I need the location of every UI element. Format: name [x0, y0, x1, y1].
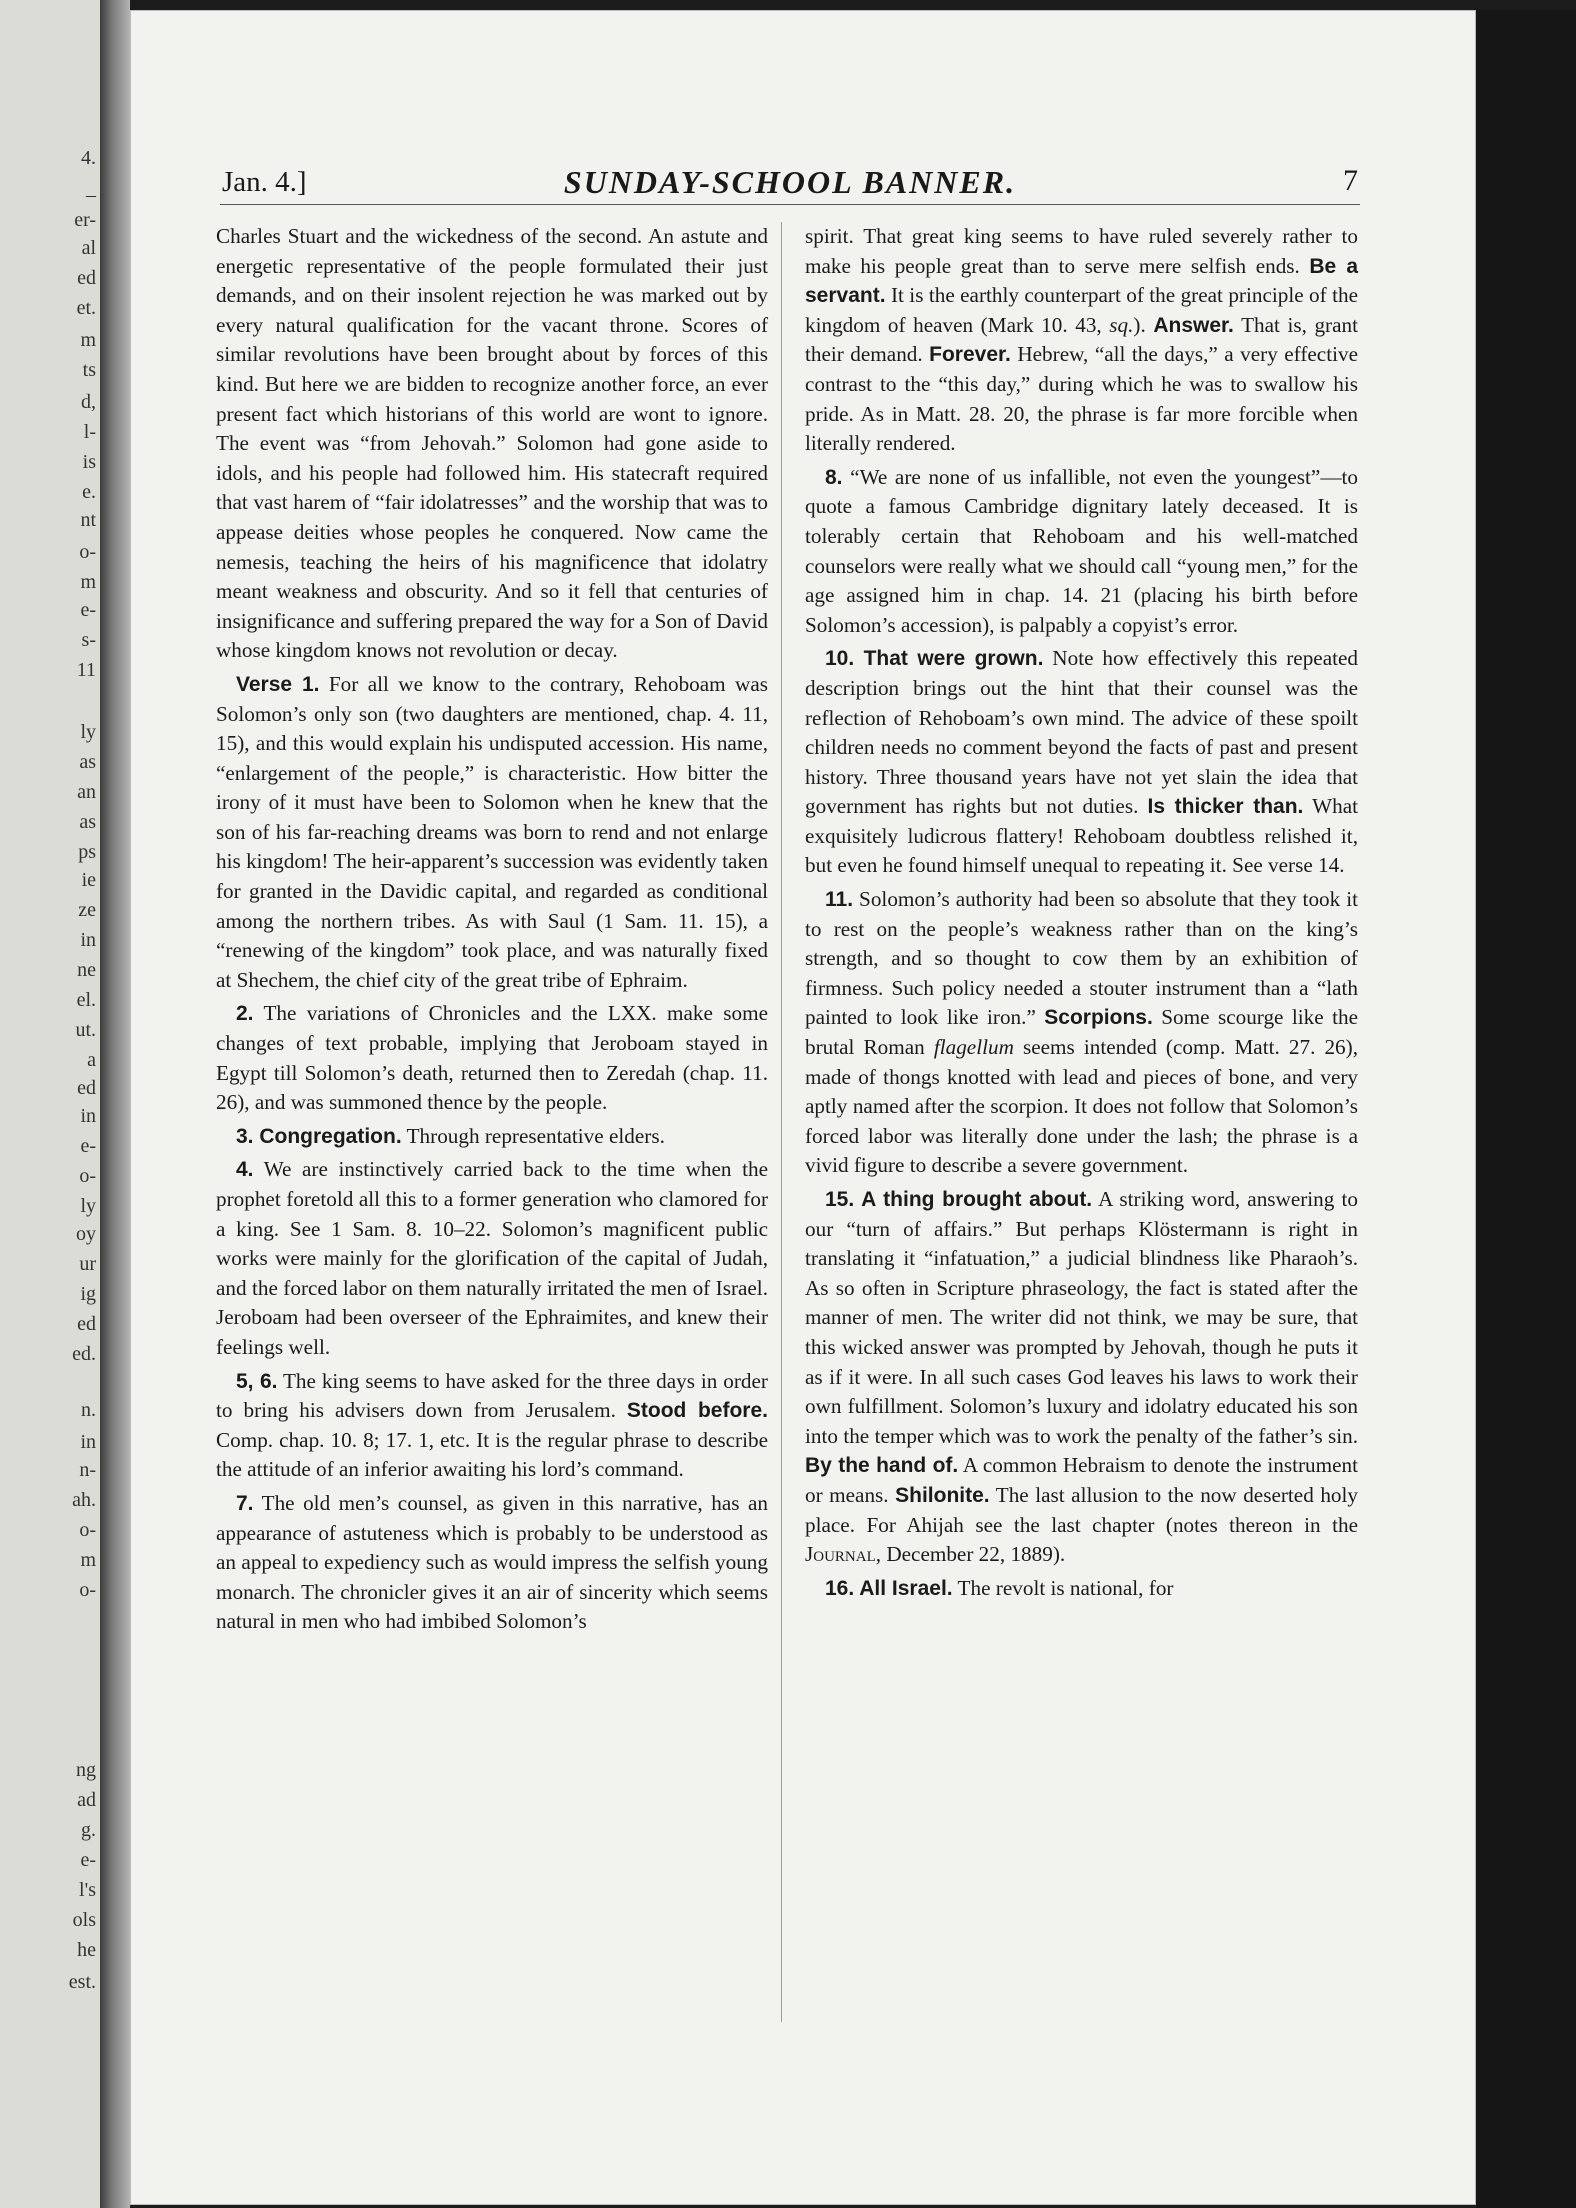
italic-term: sq.: [1109, 312, 1134, 337]
body-text: , December 22, 1889).: [875, 1542, 1066, 1567]
page: [130, 10, 1476, 2205]
facing-page-edge: [0, 0, 100, 2208]
facing-page-fragment: 4.: [81, 147, 96, 169]
paragraph: [805, 644, 1358, 881]
paragraph: [805, 1185, 1358, 1570]
body-text: The last allusion to the now deserted holy place. For Ahijah see the last chapter (notes thereon in the: [805, 1482, 1358, 1537]
verse-heading: Answer.: [1153, 313, 1234, 337]
paragraph: [805, 1574, 1358, 1604]
facing-page-fragment: in: [80, 929, 96, 951]
verse-heading: 2.: [236, 1002, 254, 1026]
facing-page-fragment: oy: [76, 1223, 96, 1245]
facing-page-fragment: ts: [82, 359, 96, 381]
facing-page-fragment: ly: [80, 1195, 96, 1217]
facing-page-fragment: ols: [72, 1909, 96, 1931]
facing-page-fragment: in: [80, 1431, 96, 1453]
left-column: [216, 222, 768, 1641]
italic-term: flagellum: [933, 1035, 1014, 1060]
verse-heading: Forever.: [929, 343, 1011, 367]
facing-page-fragment: ed: [77, 1077, 96, 1099]
facing-page-fragment: er-: [74, 209, 96, 231]
body-text: spirit. That great king seems to have ruled severely rather to make his people great than to serve mere selfish ends.: [805, 224, 1358, 278]
facing-page-fragment: as: [79, 751, 96, 773]
body-text: Solomon’s authority had been so absolute that they took it to rest on the people’s weakness rather than on the king’s strength, and so thought to cow them by an exhibition of firmness. Such policy needed a stouter instrument than a “lath painted to look like iron.”: [805, 887, 1358, 1030]
body-text: Note how effectively this repeated description brings out the hint that their counsel was the reflection of Rehoboam’s own mind. The advice of these spoilt children needs no comment beyond the facts of past and present history. Three thousand years have not yet slain the idea that government has rights but not duties.: [805, 646, 1358, 819]
facing-page-fragment: a: [87, 1049, 96, 1071]
paragraph: [216, 1122, 768, 1152]
facing-page-fragment: el.: [76, 989, 96, 1011]
facing-page-fragment: et.: [76, 297, 96, 319]
facing-page-fragment: e-: [80, 1135, 96, 1157]
facing-page-fragment: m: [80, 329, 96, 351]
body-text: A striking word, answering to our “turn of affairs.” But perhaps Klöstermann is right in translating it “infatuation,” a judicial blindness like Pharaoh’s. As so often in Scripture phraseology, the fact is stated after the manner of men. The writer did not think, we may be sure, that this wicked answer was prompted by Jehovah, though he puts it as if it were. In all such cases God leaves his laws to work their own fulfillment. Solomon’s luxury and idolatry educated his son into the temper which was to work the penalty of the father’s sin.: [805, 1187, 1358, 1448]
column-divider: [781, 222, 782, 2022]
body-text: It is the earthly counterpart of the great principle of the kingdom of heaven (Mark 10. 43,: [805, 283, 1358, 337]
facing-page-fragment: nt: [80, 509, 96, 531]
facing-page-fragment: he: [77, 1939, 96, 1961]
facing-page-fragment: ng: [76, 1759, 96, 1781]
body-text: We are instinctively carried back to the time when the prophet foretold all this to a former generation who clamored for a king. See 1 Sam. 8. 10–22. Solomon’s magnificent public works were mainly for the glorification of the capital of Judah, and the forced labor on them naturally irritated the men of Israel. Jeroboam had been overseer of the Ephraimites, and knew their feelings well.: [216, 1157, 768, 1359]
verse-heading: Scorpions.: [1044, 1006, 1153, 1030]
facing-page-fragment: e-: [80, 599, 96, 621]
body-text: ).: [1133, 312, 1154, 337]
facing-page-fragment: e-: [80, 1849, 96, 1871]
body-text: “We are none of us infallible, not even the youngest”—to quote a famous Cambridge dignitary lately deceased. It is tolerably certain that Rehoboam and his well-matched counselors were really what we should call “young men,” for the age assigned him in chap. 14. 21 (placing his birth before Solomon’s accession), is palpably a copyist’s error.: [805, 464, 1358, 637]
verse-heading: 16. All Israel.: [825, 1576, 953, 1600]
body-text: The old men’s counsel, as given in this narrative, has an appearance of astuteness which is probably to be understood as an appeal to expediency such as would impress the selfish young monarch. The chronicler gives it an air of sincerity which seems natural in men who had imbibed Solomon’s: [216, 1490, 768, 1634]
facing-page-fragment: –: [86, 184, 96, 206]
facing-page-fragment: o-: [79, 1165, 96, 1187]
facing-page-fragment: n-: [79, 1459, 96, 1481]
verse-heading: 4.: [236, 1158, 254, 1182]
paragraph: [805, 222, 1358, 459]
facing-page-fragment: l's: [79, 1879, 96, 1901]
body-text: The revolt is national, for: [952, 1575, 1174, 1600]
verse-heading: 15. A thing brought about.: [825, 1188, 1093, 1211]
page-number: 7: [1343, 164, 1358, 197]
body-text: What exquisitely ludicrous flattery! Rehoboam doubtless relished it, but even he found himself unequal to repeating it. See verse 14.: [805, 794, 1358, 878]
facing-page-fragment: ed.: [72, 1343, 96, 1365]
page-edge-shadow: [1476, 10, 1576, 2208]
verse-heading: Is thicker than.: [1147, 795, 1304, 819]
paragraph: [216, 222, 768, 666]
facing-page-fragment: an: [77, 781, 96, 803]
facing-page-fragment: ly: [80, 721, 96, 743]
facing-page-fragment: est.: [68, 1971, 96, 1993]
facing-page-fragment: 11: [76, 659, 96, 681]
verse-heading: 3. Congregation.: [236, 1124, 402, 1148]
header-title: SUNDAY-SCHOOL BANNER.: [563, 164, 1017, 200]
header-date: Jan. 4.]: [222, 166, 307, 198]
body-text: Charles Stuart and the wickedness of the second. An astute and energetic representative of the people formulated their just demands, and on their insolent rejection he was marked out by every natural qualification for the vacant throne. Scores of similar revolutions have been brought about by forces of this kind. But here we are bidden to recognize another force, an ever present fact which historians of this world are wont to ignore. The event was “from Jehovah.” Solomon had gone aside to idols, and his people had followed him. His statecraft required that vast harem of “fair idolatresses” and the worship that was to appease deities whose peoples he conquered. Now came the nemesis, teaching the heirs of his magnificence that idolatry meant weakness and obscurity. And so it fell that centuries of insignificance and suffering prepared the way for a Son of David whose kingdom knows not revolution or decay.: [216, 224, 768, 663]
binding-gutter: [100, 0, 130, 2208]
verse-heading: Verse 1.: [236, 672, 320, 696]
verse-heading: 10. That were grown.: [825, 647, 1044, 671]
body-text: A common Hebraism to denote the instrument or means.: [805, 1453, 1358, 1507]
facing-page-fragment: n.: [81, 1399, 96, 1421]
paragraph: [805, 463, 1358, 641]
paragraph: [216, 1489, 768, 1637]
running-header: [220, 162, 1360, 205]
facing-page-fragment: is: [82, 451, 96, 473]
facing-page-fragment: ed: [77, 267, 96, 289]
facing-page-fragment: ah.: [72, 1489, 96, 1511]
facing-page-fragment: o-: [79, 1519, 96, 1541]
body-text: The variations of Chronicles and the LXX. make some changes of text probable, implying that Jeroboam stayed in Egypt till Solomon’s death, returned then to Zeredah (chap. 11. 26), and was summoned thence by the people.: [216, 1001, 768, 1115]
paragraph: [216, 1155, 768, 1362]
body-text: For all we know to the contrary, Rehoboam was Solomon’s only son (two daughters are mentioned, chap. 4. 11, 15), and this would explain his undisputed accession. His name, “enlargement of the people,” is characteristic. How bitter the irony of it must have been to Solomon when he knew that the son of his far-reaching dreams was born to rend and not enlarge his kingdom! The heir-apparent’s succession was evidently taken for granted in the Davidic capital, and regarded as conditional among the northern tribes. As with Saul (1 Sam. 11. 15), a “renewing of the kingdom” took place, and was naturally fixed at Shechem, the chief city of the great tribe of Ephraim.: [216, 671, 769, 992]
facing-page-fragment: ze: [78, 899, 96, 921]
facing-page-fragment: in: [80, 1105, 96, 1127]
verse-heading: Be a servant.: [805, 254, 1359, 308]
facing-page-fragment: s-: [81, 629, 96, 651]
facing-page-fragment: l-: [83, 421, 96, 443]
paragraph: [805, 885, 1358, 1181]
verse-heading: 11.: [825, 888, 854, 912]
facing-page-fragment: d,: [81, 391, 96, 413]
verse-heading: Stood before.: [626, 1399, 768, 1423]
verse-heading: 5, 6.: [236, 1369, 278, 1393]
facing-page-fragment: ur: [79, 1253, 96, 1275]
facing-page-fragment: o-: [79, 1579, 96, 1601]
facing-page-fragment: e.: [82, 481, 96, 503]
paragraph: [216, 670, 768, 996]
facing-page-fragment: m: [80, 571, 96, 593]
small-caps-term: Journal: [805, 1542, 876, 1567]
facing-page-fragment: ne: [77, 959, 96, 981]
body-text: Through representative elders.: [401, 1123, 665, 1148]
verse-heading: Shilonite.: [895, 1483, 990, 1507]
verse-heading: 7.: [236, 1491, 254, 1515]
facing-page-fragment: g.: [81, 1819, 96, 1841]
facing-page-fragment: ps: [78, 841, 96, 863]
facing-page-fragment: ig: [80, 1283, 96, 1305]
body-text: Hebrew, “all the days,” a very effective contrast to the “this day,” during which he was to swallow his pride. As in Matt. 28. 20, the phrase is far more forcible when literally rendered.: [805, 342, 1358, 456]
verse-heading: By the hand of.: [805, 1454, 959, 1478]
body-text: That is, grant their demand.: [805, 312, 1358, 367]
paragraph: [216, 1367, 768, 1485]
verse-heading: 8.: [825, 465, 843, 489]
body-text: The king seems to have asked for the three days in order to bring his advisers down from Jerusalem.: [216, 1368, 768, 1423]
body-text: Some scourge like the brutal Roman: [805, 1005, 1358, 1060]
facing-page-fragment: ed: [77, 1313, 96, 1335]
facing-page-fragment: as: [79, 811, 96, 833]
body-text: seems intended (comp. Matt. 27. 26), made of thongs knotted with lead and pieces of bone, and very aptly named after the scorpion. It does not follow that Solomon’s forced labor was literally done under the lash; the phrase is a vivid figure to describe a severe government.: [805, 1035, 1359, 1178]
facing-page-fragment: ut.: [75, 1019, 96, 1041]
right-column: [805, 222, 1358, 1607]
facing-page-fragment: o-: [79, 541, 96, 563]
facing-page-fragment: ad: [77, 1789, 96, 1811]
facing-page-fragment: m: [80, 1549, 96, 1571]
facing-page-fragment: al: [81, 237, 96, 259]
paragraph: [216, 999, 768, 1117]
body-text: Comp. chap. 10. 8; 17. 1, etc. It is the regular phrase to describe the attitude of an inferior awaiting his lord’s command.: [216, 1427, 768, 1482]
facing-page-fragment: ie: [81, 869, 96, 891]
